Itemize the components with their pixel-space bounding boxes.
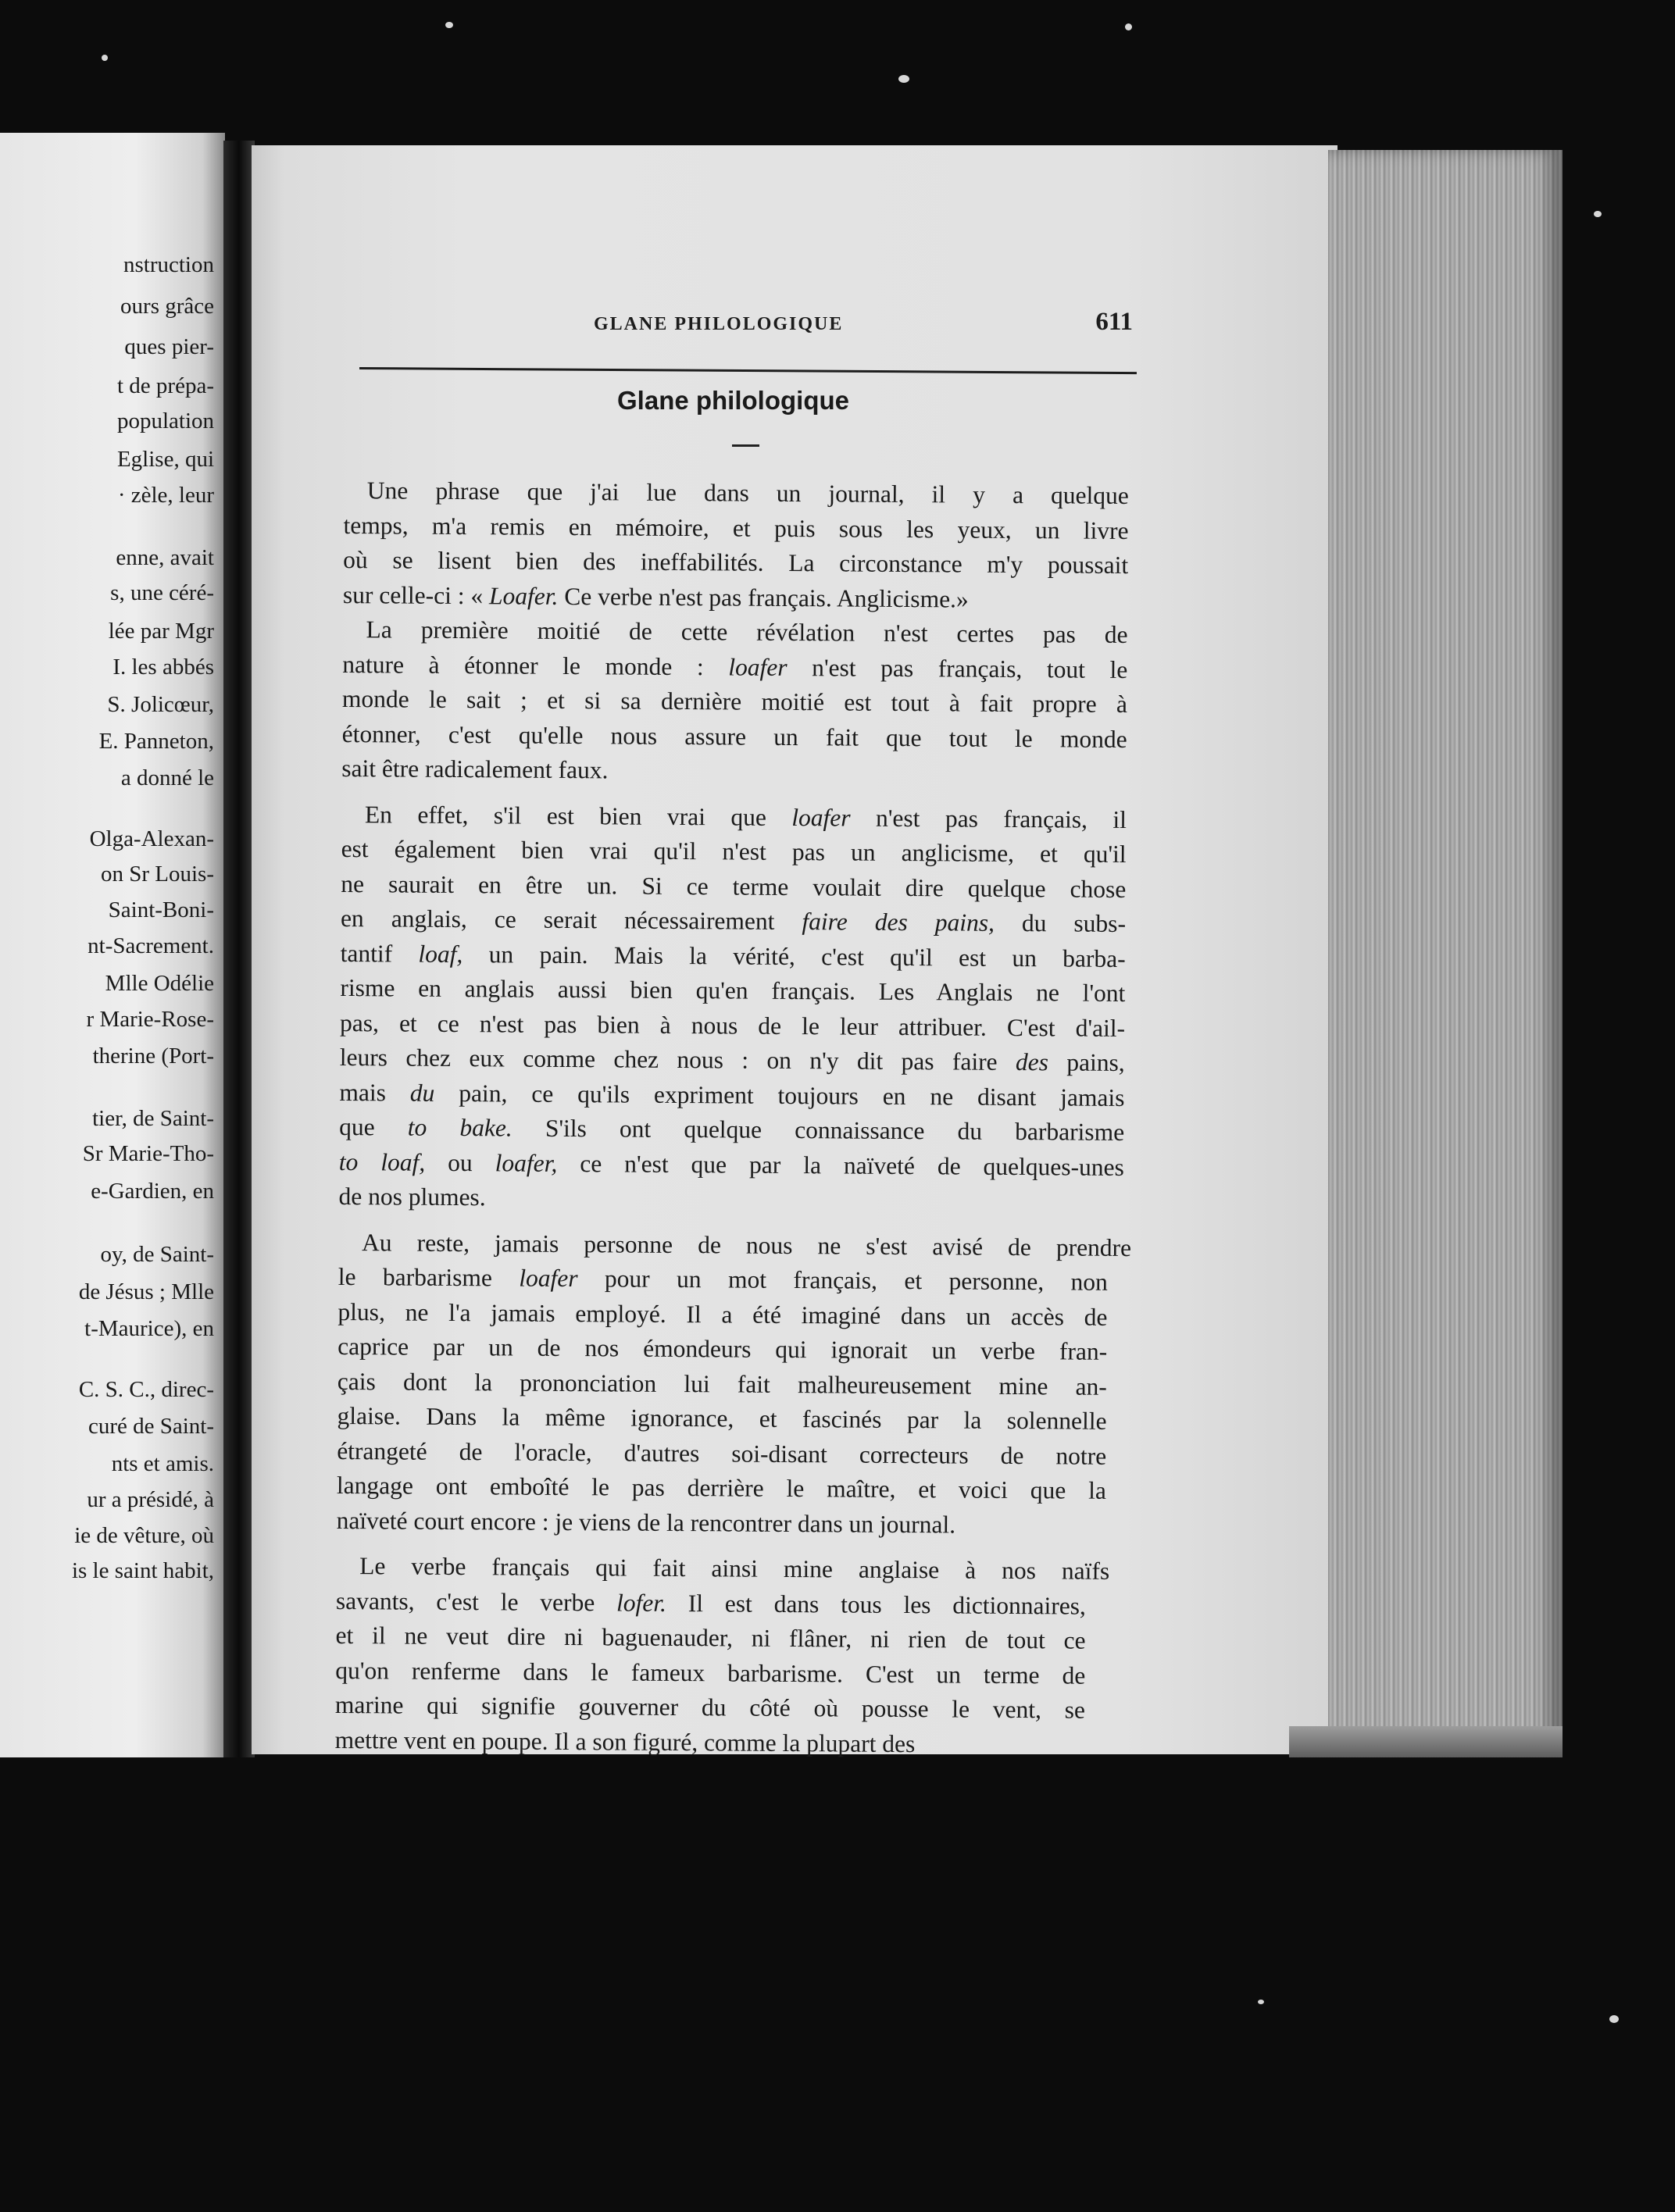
- left-page-line: a donné le: [120, 765, 214, 790]
- body-line: ne saurait en être un. Si ce terme voulait dire quelque chose: [341, 869, 1127, 903]
- left-page-line: Saint-Boni-: [108, 897, 214, 922]
- left-page-line: Sr Marie-Tho-: [82, 1141, 214, 1166]
- body-line: que to bake. S'ils ont quelque connaissance du barbarisme: [339, 1112, 1125, 1146]
- left-page-line: t de prépa-: [117, 373, 214, 398]
- left-page-line: t-Maurice), en: [84, 1316, 214, 1341]
- body-line: le barbarisme loafer pour un mot français, et personne, non: [338, 1262, 1108, 1296]
- body-line: sur celle-ci : « Loafer. Ce verbe n'est pas français. Anglicisme.»: [342, 580, 969, 613]
- body-line: to loaf, ou loafer, ce n'est que par la naïveté de quelques-unes: [338, 1147, 1124, 1181]
- body-line: risme en anglais aussi bien qu'en français. Les Anglais ne l'ont: [340, 973, 1126, 1007]
- body-line: étonner, c'est qu'elle nous assure un fait que tout le monde: [341, 719, 1127, 753]
- body-line: leurs chez eux comme chez nous : on n'y dit pas faire des pains,: [339, 1043, 1125, 1076]
- body-line: qu'on renferme dans le fameux barbarisme. C'est un terme de: [335, 1656, 1086, 1689]
- body-line: langage ont emboîté le pas derrière le maître, et voici que la: [336, 1471, 1107, 1504]
- article-body: [334, 473, 1132, 1763]
- left-page-line: ques pier-: [124, 334, 214, 359]
- left-page-line: on Sr Louis-: [101, 862, 214, 887]
- left-page-line: S. Jolicœur,: [107, 692, 214, 717]
- body-line: caprice par un de nos émondeurs qui ignorait un verbe fran-: [338, 1332, 1108, 1365]
- body-line: temps, m'a remis en mémoire, et puis sous les yeux, un livre: [343, 511, 1129, 544]
- body-line: et il ne veut dire ni baguenauder, ni flâner, ni rien de tout ce: [335, 1621, 1086, 1654]
- left-page-line: lée par Mgr: [108, 619, 214, 644]
- body-line: où se lisent bien des ineffabilités. La circonstance m'y poussait: [343, 545, 1129, 580]
- left-page-line: E. Panneton,: [98, 729, 214, 754]
- body-line: plus, ne l'a jamais employé. Il a été imaginé dans un accès de: [338, 1297, 1108, 1331]
- body-line: marine qui signifie gouverner du côté où pousse le vent, se: [334, 1690, 1086, 1724]
- dust-speck: [1258, 2000, 1264, 2004]
- body-line: tantif loaf, un pain. Mais la vérité, c'est qu'il est un barba-: [340, 939, 1126, 972]
- body-line: nature à étonner le monde : loafer n'est pas français, tout le: [342, 650, 1128, 683]
- body-line: monde le sait ; et si sa dernière moitié est tout à fait propre à: [341, 684, 1128, 719]
- body-line: étrangeté de l'oracle, d'autres soi-disant correcteurs de notre: [337, 1436, 1107, 1470]
- left-page-line: de Jésus ; Mlle: [78, 1279, 214, 1304]
- body-line: en anglais, ce serait nécessairement faire des pains, du subs-: [340, 904, 1127, 938]
- left-page-line: I. les abbés: [112, 655, 214, 680]
- body-line: est également bien vrai qu'il n'est pas un anglicisme, et qu'il: [341, 834, 1127, 869]
- left-page-line: nt-Sacrement.: [88, 933, 214, 958]
- body-line: Le verbe français qui fait ainsi mine anglaise à nos naïfs: [359, 1552, 1110, 1585]
- body-line: de nos plumes.: [338, 1182, 486, 1211]
- left-page-line: nstruction: [123, 252, 214, 277]
- body-line: pas, et ce n'est pas bien à nous de le leur attribuer. C'est d'ail-: [339, 1008, 1126, 1042]
- left-page-line: e-Gardien, en: [91, 1179, 214, 1204]
- body-line: Une phrase que j'ai lue dans un journal, il y a quelque: [366, 476, 1129, 510]
- body-line: La première moitié de cette révélation n'est certes pas de: [366, 615, 1128, 649]
- left-page-line: s, une céré-: [110, 580, 214, 605]
- left-page-line: ours grâce: [120, 294, 214, 319]
- body-line: En effet, s'il est bien vrai que loafer n'est pas français, il: [364, 800, 1127, 833]
- left-page-line: ie de vêture, où: [74, 1523, 214, 1548]
- body-line: mais du pain, ce qu'ils expriment toujours en ne disant jamais: [339, 1078, 1125, 1111]
- left-page-line: enne, avait: [116, 545, 214, 570]
- dust-speck: [1125, 23, 1132, 30]
- body-line: glaise. Dans la même ignorance, et fascinés par la solennelle: [337, 1401, 1107, 1435]
- left-page-line: tier, de Saint-: [92, 1106, 214, 1131]
- article-title: Glane philologique: [617, 386, 849, 415]
- book-gutter: [223, 141, 255, 1757]
- body-line: mettre vent en poupe. Il a son figuré, comme la plupart des: [334, 1725, 916, 1757]
- left-page-line: r Marie-Rose-: [86, 1007, 214, 1032]
- body-line: naïveté court encore : je viens de la rencontrer dans un journal.: [336, 1506, 956, 1538]
- dust-speck: [898, 75, 909, 83]
- left-page-line: Olga-Alexan-: [89, 826, 214, 851]
- left-page: [0, 133, 225, 1757]
- page-edges: [1328, 150, 1562, 1743]
- body-line: sait être radicalement faux.: [341, 754, 609, 784]
- page-number: 611: [1095, 308, 1133, 336]
- running-head: [359, 308, 1133, 339]
- body-line: Au reste, jamais personne de nous ne s'est avisé de prendre: [362, 1228, 1132, 1261]
- dust-speck: [102, 55, 108, 61]
- left-page-line: therine (Port-: [92, 1044, 214, 1069]
- left-page-line: · zèle, leur: [117, 483, 214, 508]
- dust-speck: [1609, 2015, 1619, 2023]
- left-page-line: curé de Saint-: [88, 1414, 214, 1439]
- body-line: savants, c'est le verbe lofer. Il est dans tous les dictionnaires,: [335, 1586, 1087, 1620]
- left-page-line: Mlle Odélie: [105, 971, 214, 996]
- left-page-line: population: [116, 409, 214, 433]
- left-page-line: is le saint habit,: [71, 1558, 214, 1583]
- body-line: çais dont la prononciation lui fait malheureusement mine an-: [337, 1367, 1107, 1400]
- running-title: GLANE PHILOLOGIQUE: [594, 314, 844, 334]
- left-page-line: Eglise, qui: [116, 447, 214, 472]
- left-page-line: nts et amis.: [111, 1451, 214, 1476]
- left-page-line: oy, de Saint-: [100, 1242, 214, 1267]
- left-page-line: C. S. C., direc-: [78, 1377, 214, 1402]
- dust-speck: [1594, 211, 1602, 217]
- title-dash: [732, 444, 759, 447]
- page-edges-bottom: [1289, 1726, 1562, 1757]
- left-page-line: ur a présidé, à: [87, 1487, 214, 1512]
- dust-speck: [445, 22, 453, 28]
